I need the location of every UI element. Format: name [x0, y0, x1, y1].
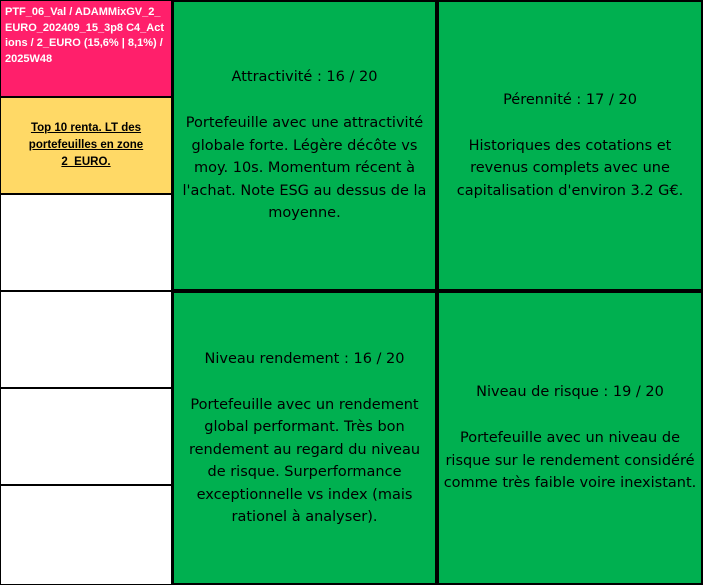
- score-title: Niveau rendement : 16 / 20: [204, 350, 405, 367]
- score-title: Pérennité : 17 / 20: [503, 91, 637, 108]
- portfolio-header-text: PTF_06_Val / ADAMMixGV_2_EURO_202409_15_3p8 C4_Actions / 2_EURO (15,6% | 8,1%) / 2025W48: [5, 6, 164, 65]
- score-card-risque: [437, 291, 703, 585]
- empty-cell: [0, 485, 172, 585]
- score-card-attractivite: [172, 0, 437, 291]
- empty-cell: [0, 291, 172, 388]
- score-card-rendement: [172, 291, 437, 585]
- empty-cell: [0, 194, 172, 291]
- score-card-perennite: [437, 0, 703, 291]
- score-description: Portefeuille avec une attractivité globale forte. Légère décôte vs moy. 10s. Momentum récent à l'achat. Note ESG au dessus de la moyenne.: [182, 115, 427, 222]
- score-description: Historiques des cotations et revenus complets avec une capitalisation d'environ 3.2 G€.: [456, 137, 684, 199]
- portfolio-header-cell: [0, 0, 172, 97]
- score-description: Portefeuille avec un rendement global performant. Très bon rendement au regard du niveau de risque. Surperformance exceptionnelle vs index (mais rationel à analyser).: [188, 396, 421, 525]
- score-description: Portefeuille avec un niveau de risque sur le rendement considéré comme très faible voire inexistant.: [443, 430, 697, 492]
- empty-cell: [0, 388, 172, 485]
- score-title: Attractivité : 16 / 20: [231, 69, 378, 86]
- highlight-text: Top 10 renta. LT des portefeuilles en zone 2_EURO.: [28, 122, 144, 168]
- score-title: Niveau de risque : 19 / 20: [476, 384, 664, 401]
- highlight-cell: [0, 97, 172, 194]
